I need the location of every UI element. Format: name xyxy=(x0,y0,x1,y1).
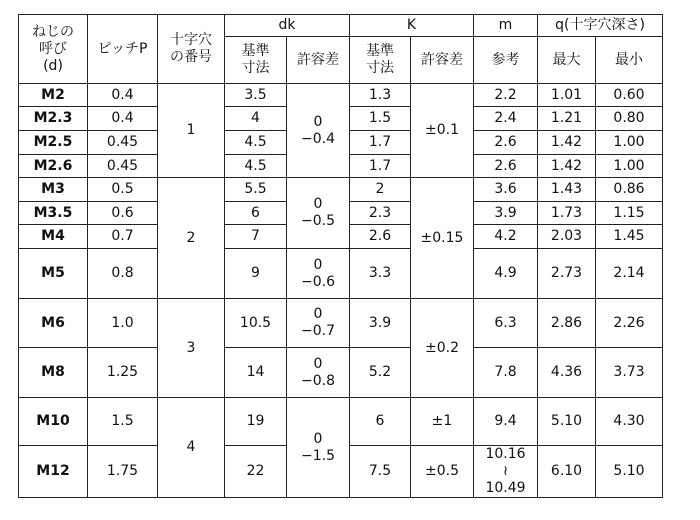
size-cell: M3 xyxy=(19,178,88,202)
size-cell: M3.5 xyxy=(19,202,88,225)
dk-tolerance-cell: 0 −0.4 xyxy=(287,84,350,178)
dk-cell: 9 xyxy=(225,249,287,299)
cross-number-cell: 3 xyxy=(158,299,225,398)
k-cell: 1.3 xyxy=(350,84,411,107)
k-tolerance-cell: ±0.1 xyxy=(411,84,474,178)
cross-number-cell: 4 xyxy=(158,398,225,498)
k-tolerance-cell: ±0.15 xyxy=(411,178,474,299)
header-dk-basic: 基準 寸法 xyxy=(225,37,287,84)
m-cell: 2.6 xyxy=(474,155,538,178)
header-k: K xyxy=(350,15,474,37)
k-cell: 2 xyxy=(350,178,411,202)
q-min-cell: 3.73 xyxy=(596,348,663,398)
q-min-cell: 1.00 xyxy=(596,155,663,178)
m-cell: 10.16 ≀ 10.49 xyxy=(474,446,538,498)
m-cell: 9.4 xyxy=(474,398,538,446)
m-cell: 3.9 xyxy=(474,202,538,225)
q-min-cell: 1.15 xyxy=(596,202,663,225)
q-max-cell: 5.10 xyxy=(538,398,596,446)
dk-cell: 14 xyxy=(225,348,287,398)
size-cell: M12 xyxy=(19,446,88,498)
dk-cell: 22 xyxy=(225,446,287,498)
q-min-cell: 0.80 xyxy=(596,107,663,131)
size-cell: M2.5 xyxy=(19,131,88,155)
k-tolerance-cell: ±0.2 xyxy=(411,299,474,398)
q-max-cell: 1.21 xyxy=(538,107,596,131)
table-row xyxy=(19,178,663,202)
header-q: q(十字穴深さ) xyxy=(538,15,663,37)
q-min-cell: 5.10 xyxy=(596,446,663,498)
q-min-cell: 4.30 xyxy=(596,398,663,446)
k-cell: 3.3 xyxy=(350,249,411,299)
table-row xyxy=(19,84,663,107)
q-min-cell: 0.60 xyxy=(596,84,663,107)
k-cell: 3.9 xyxy=(350,299,411,348)
header-q-min: 最小 xyxy=(596,37,663,84)
q-min-cell: 1.45 xyxy=(596,225,663,249)
table-row xyxy=(19,249,663,299)
screw-spec-table xyxy=(18,14,663,498)
m-cell: 2.2 xyxy=(474,84,538,107)
pitch-cell: 1.0 xyxy=(88,299,158,348)
q-min-cell: 1.00 xyxy=(596,131,663,155)
pitch-cell: 0.5 xyxy=(88,178,158,202)
m-cell: 2.4 xyxy=(474,107,538,131)
pitch-cell: 0.6 xyxy=(88,202,158,225)
header-cross-number: 十字穴 の番号 xyxy=(158,15,225,84)
dk-cell: 7 xyxy=(225,225,287,249)
dk-tolerance-cell: 0 −0.7 xyxy=(287,299,350,348)
q-max-cell: 2.86 xyxy=(538,299,596,348)
q-max-cell: 1.42 xyxy=(538,131,596,155)
q-max-cell: 2.03 xyxy=(538,225,596,249)
size-cell: M2.3 xyxy=(19,107,88,131)
table-row xyxy=(19,398,663,446)
header-k-basic: 基準 寸法 xyxy=(350,37,411,84)
pitch-cell: 0.4 xyxy=(88,107,158,131)
header-pitch: ピッチP xyxy=(88,15,158,84)
pitch-cell: 0.7 xyxy=(88,225,158,249)
dk-cell: 10.5 xyxy=(225,299,287,348)
q-max-cell: 4.36 xyxy=(538,348,596,398)
header-dk: dk xyxy=(225,15,350,37)
dk-tolerance-cell: 0 −0.6 xyxy=(287,249,350,299)
table-row xyxy=(19,348,663,398)
size-cell: M2.6 xyxy=(19,155,88,178)
m-cell: 2.6 xyxy=(474,131,538,155)
dk-cell: 4 xyxy=(225,107,287,131)
m-cell: 3.6 xyxy=(474,178,538,202)
m-cell: 6.3 xyxy=(474,299,538,348)
q-max-cell: 1.01 xyxy=(538,84,596,107)
k-cell: 1.7 xyxy=(350,155,411,178)
pitch-cell: 0.8 xyxy=(88,249,158,299)
size-cell: M6 xyxy=(19,299,88,348)
m-cell: 4.2 xyxy=(474,225,538,249)
m-cell: 7.8 xyxy=(474,348,538,398)
dk-cell: 4.5 xyxy=(225,155,287,178)
size-cell: M2 xyxy=(19,84,88,107)
pitch-cell: 1.75 xyxy=(88,446,158,498)
dk-tolerance-cell: 0 −1.5 xyxy=(287,398,350,498)
q-max-cell: 2.73 xyxy=(538,249,596,299)
q-min-cell: 2.26 xyxy=(596,299,663,348)
header-dk-tolerance: 許容差 xyxy=(287,37,350,84)
pitch-cell: 0.4 xyxy=(88,84,158,107)
k-cell: 7.5 xyxy=(350,446,411,498)
q-max-cell: 1.73 xyxy=(538,202,596,225)
dk-cell: 19 xyxy=(225,398,287,446)
q-max-cell: 1.42 xyxy=(538,155,596,178)
header-q-max: 最大 xyxy=(538,37,596,84)
header-size: ねじの 呼び (d) xyxy=(19,15,88,84)
k-cell: 5.2 xyxy=(350,348,411,398)
size-cell: M10 xyxy=(19,398,88,446)
k-cell: 1.5 xyxy=(350,107,411,131)
q-min-cell: 0.86 xyxy=(596,178,663,202)
header-m: m xyxy=(474,15,538,37)
header-k-tolerance: 許容差 xyxy=(411,37,474,84)
k-tolerance-cell: ±1 xyxy=(411,398,474,446)
table-row xyxy=(19,299,663,348)
dk-cell: 5.5 xyxy=(225,178,287,202)
k-cell: 2.3 xyxy=(350,202,411,225)
k-cell: 6 xyxy=(350,398,411,446)
dk-tolerance-cell: 0 −0.5 xyxy=(287,178,350,249)
dk-cell: 4.5 xyxy=(225,131,287,155)
size-cell: M8 xyxy=(19,348,88,398)
q-min-cell: 2.14 xyxy=(596,249,663,299)
m-cell: 4.9 xyxy=(474,249,538,299)
k-cell: 1.7 xyxy=(350,131,411,155)
cross-number-cell: 2 xyxy=(158,178,225,299)
header-row-1 xyxy=(19,15,663,37)
q-max-cell: 6.10 xyxy=(538,446,596,498)
pitch-cell: 0.45 xyxy=(88,155,158,178)
q-max-cell: 1.43 xyxy=(538,178,596,202)
size-cell: M4 xyxy=(19,225,88,249)
dk-cell: 3.5 xyxy=(225,84,287,107)
pitch-cell: 0.45 xyxy=(88,131,158,155)
size-cell: M5 xyxy=(19,249,88,299)
k-tolerance-cell: ±0.5 xyxy=(411,446,474,498)
dk-cell: 6 xyxy=(225,202,287,225)
header-m-reference: 参考 xyxy=(474,37,538,84)
dk-tolerance-cell: 0 −0.8 xyxy=(287,348,350,398)
pitch-cell: 1.25 xyxy=(88,348,158,398)
cross-number-cell: 1 xyxy=(158,84,225,178)
k-cell: 2.6 xyxy=(350,225,411,249)
pitch-cell: 1.5 xyxy=(88,398,158,446)
